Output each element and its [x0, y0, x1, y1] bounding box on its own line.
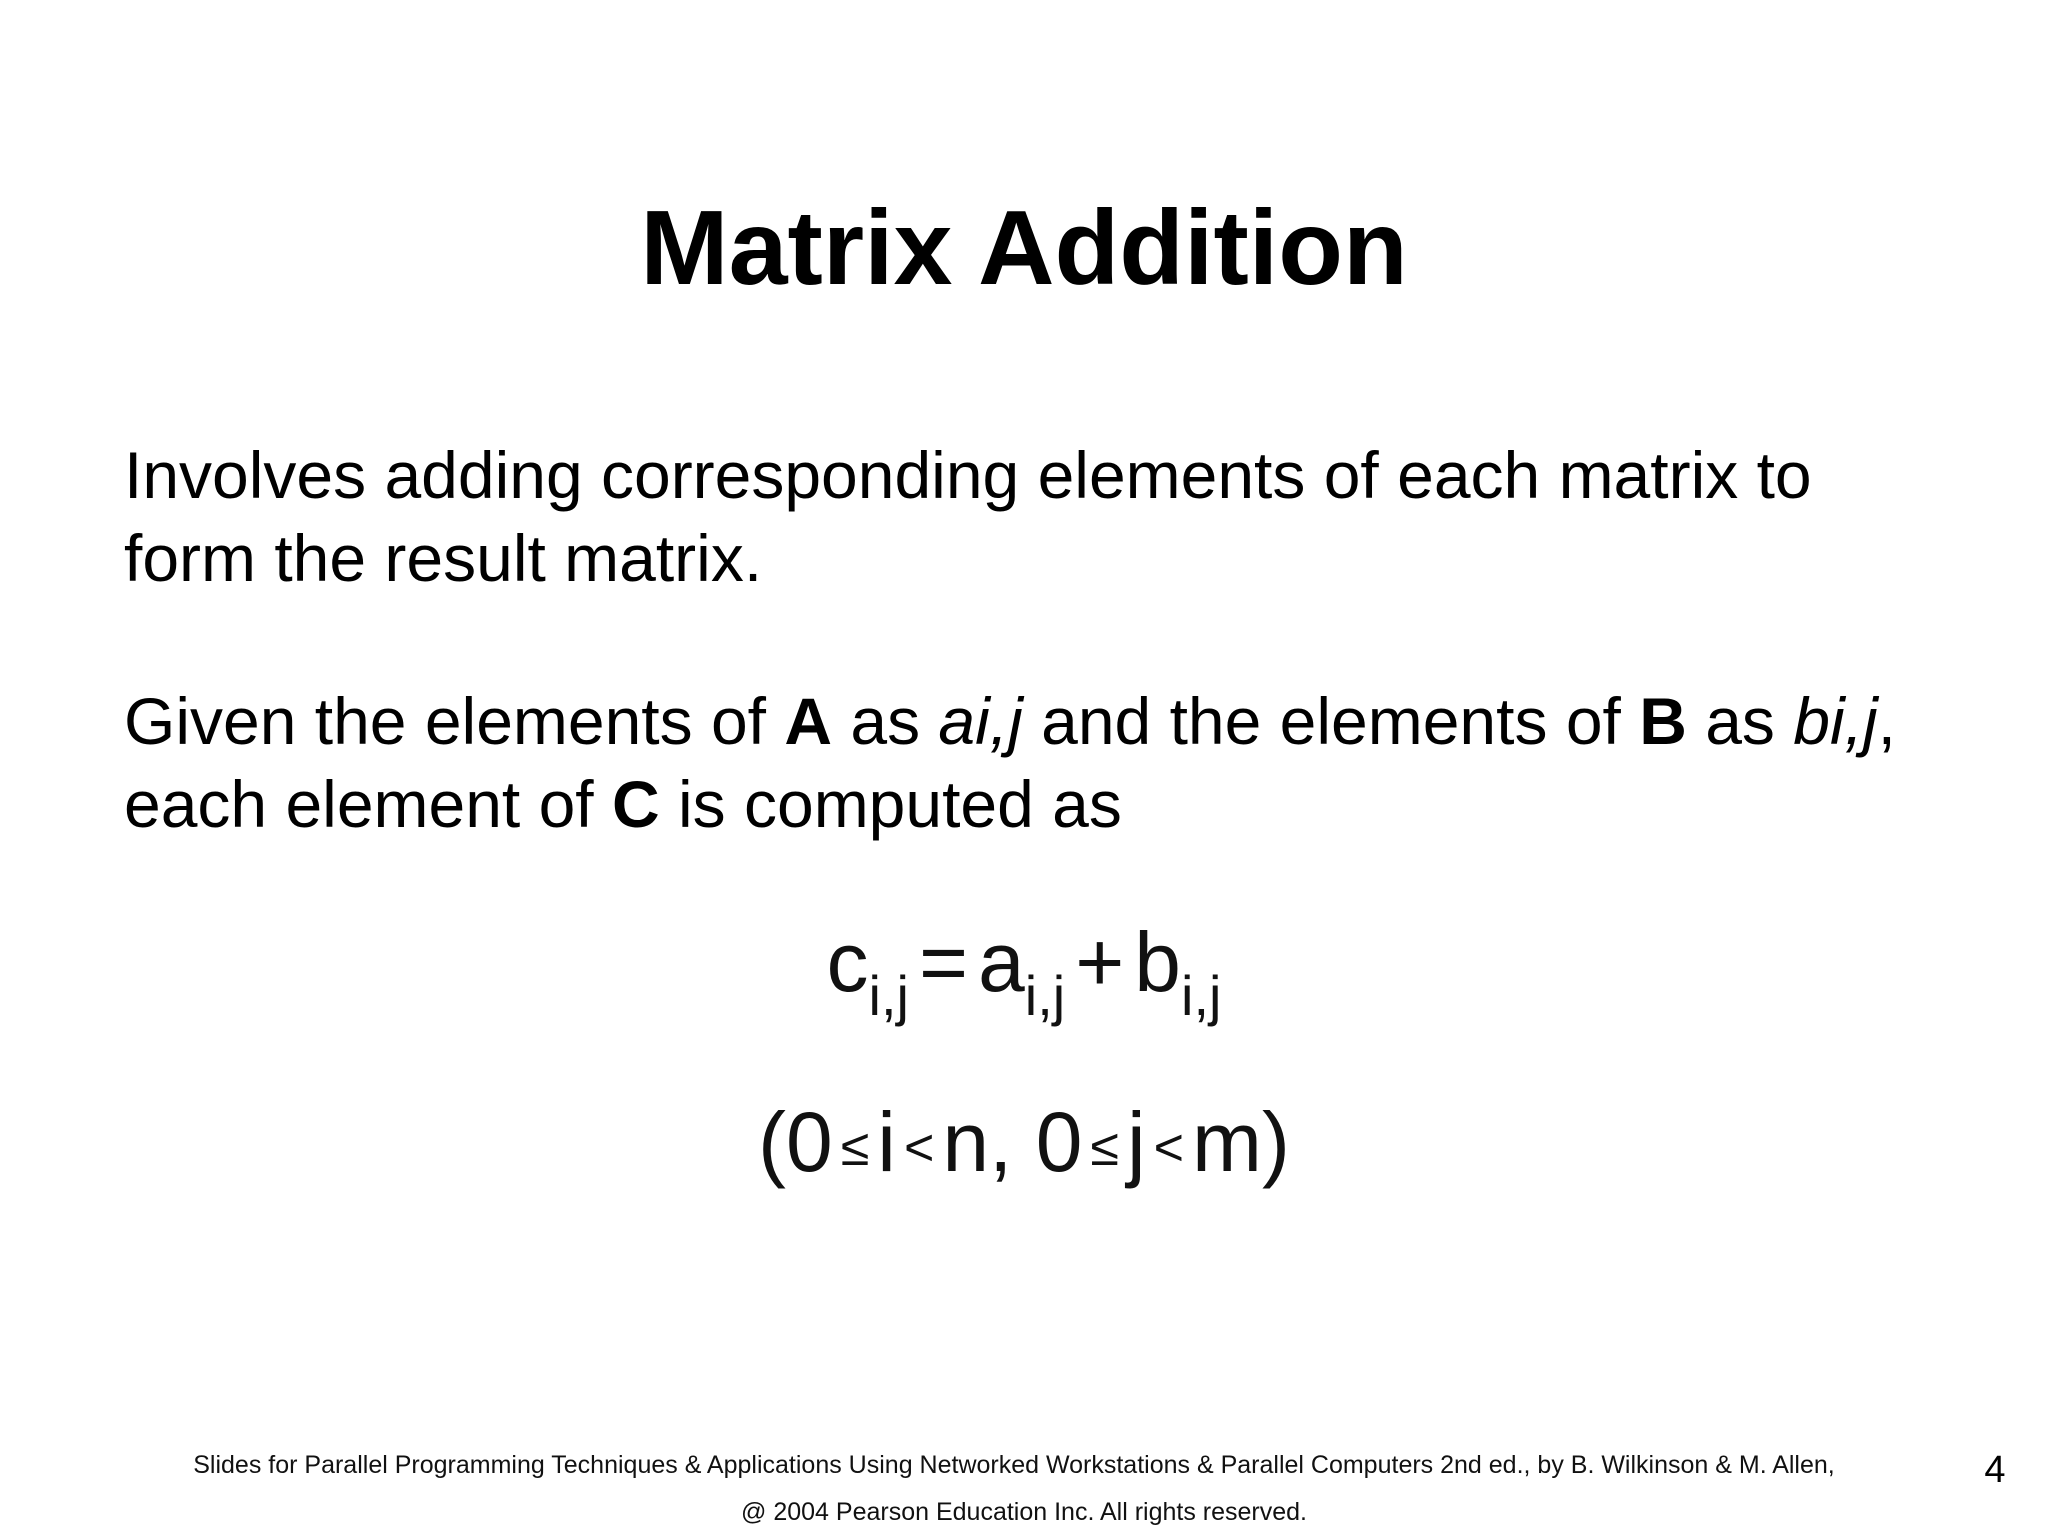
constraint-le-1: ≤	[840, 1119, 870, 1177]
paragraph-matrix-addition-definition: Involves adding corresponding elements of each matrix to form the result matrix.	[124, 438, 1812, 595]
matrix-a-label: A	[784, 684, 833, 758]
equation-b-symbol: b	[1134, 915, 1181, 1009]
equation-a-symbol: a	[978, 915, 1025, 1009]
paragraph-element-definition	[124, 680, 1924, 846]
addition-equation	[0, 912, 2048, 1027]
index-constraint	[0, 1092, 2048, 1198]
element-a-notation: ai,j	[938, 684, 1023, 758]
equation-plus: +	[1075, 915, 1125, 1009]
constraint-lt-2: <	[1153, 1119, 1185, 1177]
text-fragment: is computed as	[659, 767, 1122, 841]
equation-c	[826, 912, 909, 1027]
constraint-open: (0	[758, 1095, 833, 1189]
equation-c-symbol: c	[826, 915, 869, 1009]
text-fragment: Given the elements of	[124, 684, 785, 758]
slide-title: Matrix Addition	[640, 189, 1408, 307]
equation-equals: =	[918, 915, 969, 1009]
element-b-notation: bi,j	[1793, 684, 1878, 758]
equation-a	[978, 912, 1066, 1027]
footer-attribution: Slides for Parallel Programming Techniques & Applications Using Networked Workstations & Parallel Computers 2nd ed., by B. Wilkinson & M. Allen,	[193, 1451, 1835, 1479]
text-fragment: as	[832, 684, 939, 758]
matrix-b-label: B	[1639, 684, 1687, 758]
equation-b	[1134, 912, 1222, 1027]
constraint-lt-1: <	[903, 1119, 935, 1177]
equation-c-subscript: i,j	[868, 964, 909, 1027]
text-fragment: and the elements of	[1022, 684, 1640, 758]
footer-copyright: @ 2004 Pearson Education Inc. All rights reserved.	[741, 1498, 1307, 1526]
constraint-i: i	[877, 1095, 896, 1189]
page-number: 4	[1984, 1449, 2006, 1491]
constraint-le-2: ≤	[1090, 1119, 1119, 1177]
text-fragment: as	[1686, 684, 1794, 758]
constraint-j: j	[1126, 1095, 1146, 1189]
text-fragment: , each element of	[124, 684, 1896, 841]
constraint-n: n, 0	[942, 1095, 1083, 1189]
constraint-m: m)	[1192, 1095, 1290, 1189]
matrix-c-label: C	[611, 767, 660, 841]
equation-b-subscript: i,j	[1181, 964, 1222, 1027]
equation-a-subscript: i,j	[1024, 964, 1066, 1027]
